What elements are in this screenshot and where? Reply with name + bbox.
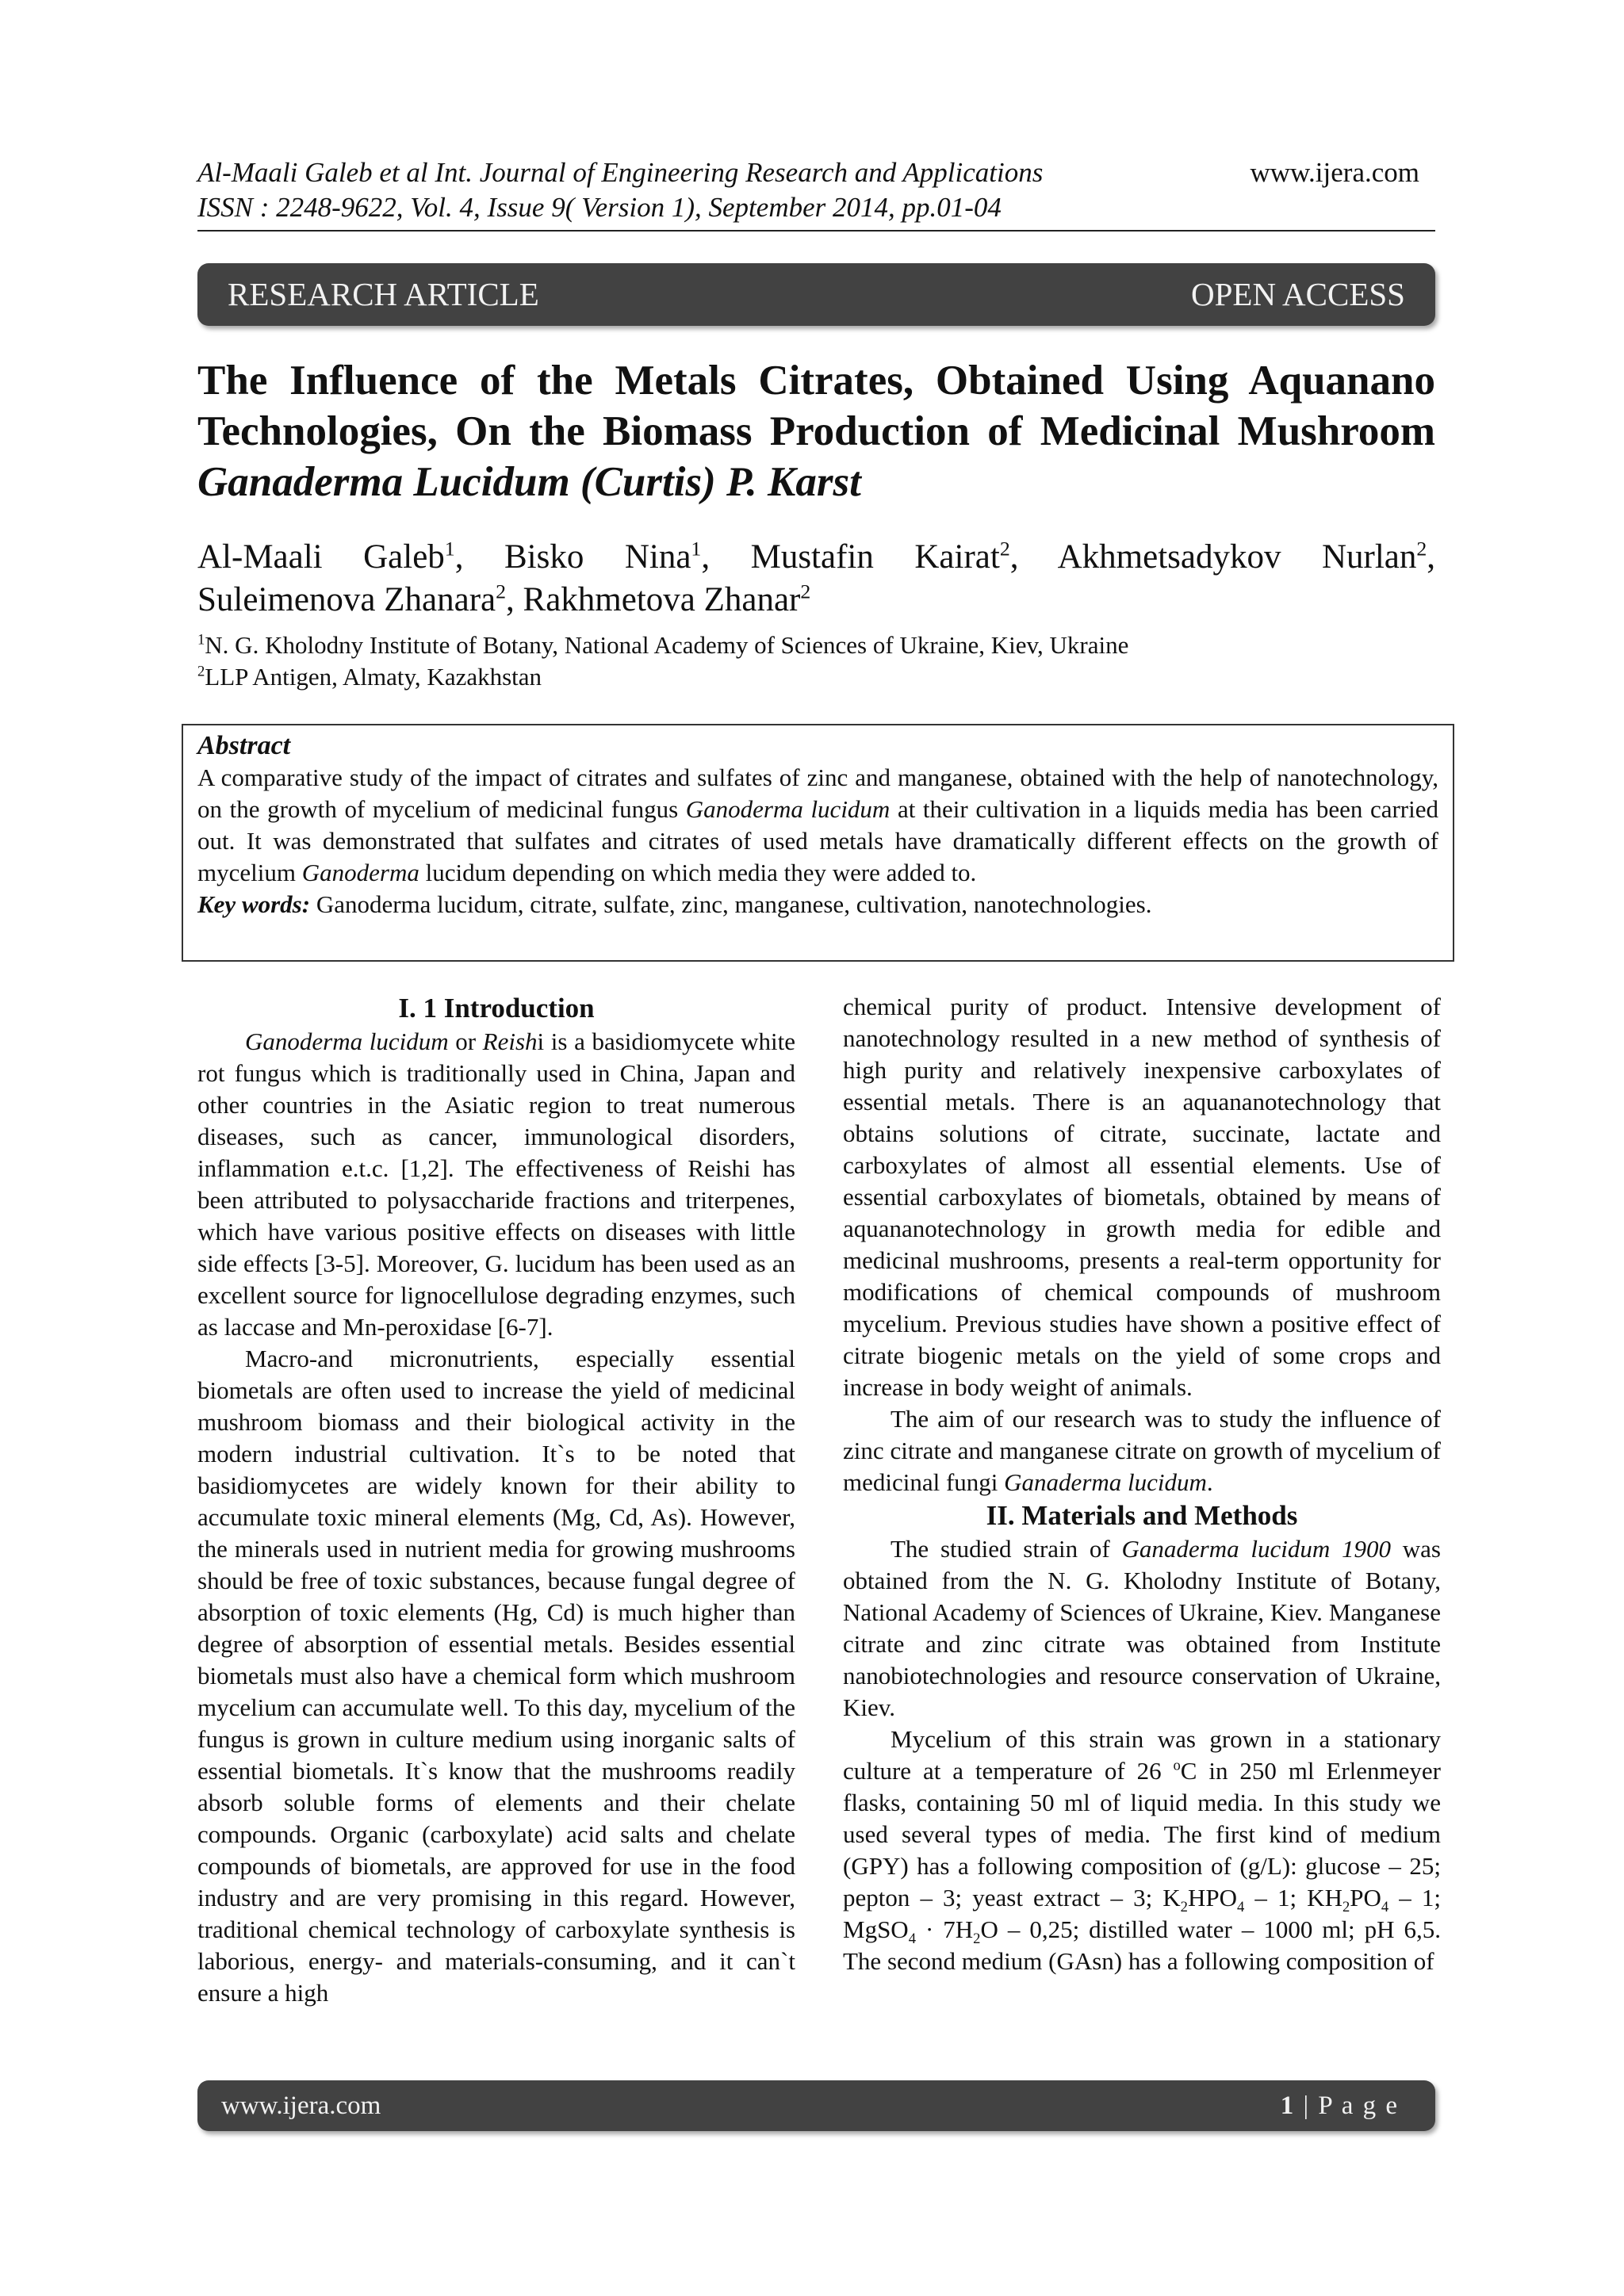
author-list (197, 536, 1435, 622)
methods-paragraph-1: The studied strain of Ganaderma lucidum 1900 was obtained from the N. G. Kholodny Institute of Botany, National Academy of Sciences of Ukraine, Kiev. Manganese citrate and zinc citrate was obtained from Institute nanobiotechnologies and resource conservation of Ukraine, Kiev. (843, 1535, 1441, 1721)
paper-title (197, 355, 1435, 507)
author-name: Akhmetsadykov Nurlan$^2$, (1057, 537, 1436, 576)
title-species: Ganaderma Lucidum (Curtis) P. Karst (197, 459, 861, 505)
research-article-label: RESEARCH ARTICLE (228, 276, 539, 312)
journal-citation-line1: Al-Maali Galeb et al Int. Journal of Engineering Research and Applications (197, 157, 1044, 188)
abstract-heading: Abstract (197, 731, 291, 760)
intro-paragraph-3: chemical purity of product. Intensive development of nanotechnology resulted in a new method of synthesis of high purity and relatively inexpensive carboxylates of essential metals. There is an aquananotechnology that obtains solutions of citrate, succinate, lactate and carboxylates of almost all essential elements. Use of essential carboxylates of biometals, obtained by means of aquananotechnology in growth media for edible and medicinal mushrooms, presents a real-term opportunity for modifications of chemical compounds of mushroom mycelium. Previous studies have shown a positive effect of citrate biogenic metals on the yield of some crops and increase in body weight of animals. (843, 993, 1441, 1401)
journal-website[interactable]: www.ijera.com (1250, 157, 1419, 188)
author-name: Bisko Nina$^1$, (504, 537, 710, 576)
author-name: Rakhmetova Zhanar$^2$ (523, 580, 811, 618)
running-header (197, 155, 1435, 232)
affiliation: $^2$LLP Antigen, Almaty, Kazakhstan (197, 663, 542, 691)
right-column (843, 991, 1441, 1977)
section-heading-methods: II. Materials and Methods (986, 1500, 1298, 1531)
affiliation: $^1$N. G. Kholodny Institute of Botany, National Academy of Sciences of Ukraine, Kiev, Ukraine (197, 631, 1129, 659)
intro-paragraph-aim: The aim of our research was to study the influence of zinc citrate and manganese citrate on growth of mycelium of medicinal fungi Ganaderma lucidum. (843, 1405, 1441, 1496)
page-footer (197, 2080, 1435, 2131)
left-column (197, 991, 795, 2009)
intro-paragraph-1: Ganoderma lucidum or Reishi is a basidiomycete white rot fungus which is traditionally used in China, Japan and other countries in the Asiatic region to treat numerous diseases, such as cancer, immunological disorders, inflammation e.t.c. [1,2]. The effectiveness of Reishi has been attributed to polysaccharide fractions and triterpenes, which have various positive effects on diseases with little side effects [3-5]. Moreover, G. lucidum has been used as an excellent source for lignocellulose degrading enzymes, such as laccase and Mn-peroxidase [6-7]. (197, 1027, 795, 1341)
keywords: Key words: Ganoderma lucidum, citrate, sulfate, zinc, manganese, cultivation, nanotechnologies. (197, 890, 1152, 918)
open-access-label: OPEN ACCESS (1190, 276, 1405, 312)
abstract-box (182, 724, 1454, 962)
section-heading-introduction: I. 1 Introduction (398, 993, 595, 1024)
author-name: Suleimenova Zhanara$^2$, (197, 580, 515, 618)
author-name: Al-Maali Galeb$^1$, (197, 537, 464, 576)
methods-paragraph-2: Mycelium of this strain was grown in a stationary culture at a temperature of 26 $^o$C in 250 ml Erlenmeyer flasks, containing 50 ml of liquid media. In this study we used several types of media. The first kind of medium (GPY) has a following composition of (g/L): glucose – 25; pepton – 3; yeast extract – 3; $K_2HPO_4 - 1$; $KH_2PO_4 - 1$; MgSO$_4$ · $7H_2O - 0,25$; distilled water – 1000 ml; pH 6,5. The second medium (GAsn) has a following composition of (843, 1725, 1442, 1975)
page-number: 1 | P a g e (1280, 2091, 1399, 2120)
footer-website[interactable]: www.ijera.com (221, 2091, 381, 2120)
journal-citation-line2: ISSN : 2248-9622, Vol. 4, Issue 9( Version 1), September 2014, pp.01-04 (197, 192, 1002, 223)
article-type-banner (197, 263, 1435, 326)
author-name: Mustafin Kairat$^2$, (750, 537, 1019, 576)
title-main: The Influence of the Metals Citrates, Obtained Using Aquanano Technologies, On the Biomass Production of Medicinal Mushroom (197, 358, 1435, 454)
intro-paragraph-2: Macro-and micronutrients, especially essential biometals are often used to increase the yield of medicinal mushroom biomass and their biological activity in the modern industrial cultivation. It`s to be noted that basidiomycetes are widely known for their ability to accumulate toxic mineral elements (Mg, Cd, As). However, the minerals used in nutrient media for growing mushrooms should be free of toxic substances, because fungal degree of absorption of toxic elements (Hg, Cd) is much higher than degree of absorption of essential metals. Besides essential biometals must also have a chemical form which mushroom mycelium can accumulate well. To this day, mycelium of the fungus is grown in culture medium using inorganic salts of essential biometals. It`s know that the mushrooms readily absorb soluble forms of elements and their chelate compounds. Organic (carboxylate) acid salts and chelate compounds of biometals, are approved for use in the food industry and are very promising in this regard. However, traditional chemical technology of carboxylate synthesis is laborious, energy- and materials-consuming, and it can`t ensure a high (197, 1345, 795, 2007)
abstract-text: A comparative study of the impact of citrates and sulfates of zinc and manganese, obtained with the help of nanotechnology, on the growth of mycelium of medicinal fungus Ganoderma lucidum at their cultivation in a liquids media has been carried out. It was demonstrated that sulfates and citrates of used metals have dramatically different effects on the growth of mycelium Ganoderma lucidum depending on which media they were added to. (197, 763, 1439, 886)
